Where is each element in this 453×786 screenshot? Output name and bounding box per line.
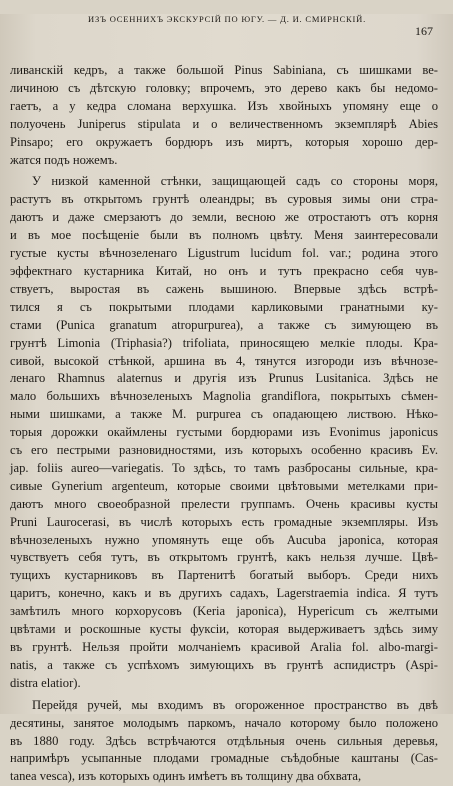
text-line: мало большихъ вѣчнозеленыхъ Magnolia grandiflora, покрытыхъ сѣмен- bbox=[10, 389, 438, 404]
text-line: natis, а также съ успѣхомъ зимующихъ въ грунтѣ аспидистръ (Aspi- bbox=[10, 657, 438, 672]
text-line: сивой, высокой стѣнкой, аршина въ 4, тянутся изгороди изъ вѣчнозе- bbox=[10, 353, 438, 368]
text-line: У низкой каменной стѣнки, защищающей садъ со стороны моря, bbox=[32, 174, 438, 189]
text-line: замѣтилъ много корхорусовъ (Keria japonica), Hypericum съ желтыми bbox=[10, 604, 438, 619]
text-line: въ 1880 году. Здѣсь встрѣчаются отдѣльныя очень сильныя деревья, bbox=[10, 733, 438, 748]
text-line: эффектнаго кустарника Китай, но онъ и тутъ прекрасно себя чув- bbox=[10, 263, 438, 278]
text-line: Pruni Laurocerasi, въ числѣ которыхъ есть громадные экземпляры. Изъ bbox=[10, 514, 438, 529]
text-line: ленаго Rhamnus alaternus и другія изъ Prunus Lusitanica. Здѣсь не bbox=[10, 371, 438, 386]
text-line: тущихъ кустарниковъ въ Партенитѣ богатый выборъ. Среди нихъ bbox=[10, 568, 438, 583]
text-line: даютъ и даже смерзаютъ до земли, весною же отростаютъ отъ корня bbox=[10, 210, 438, 225]
text-line: даютъ много своеобразной прелести группамъ. Очень красивы кусты bbox=[10, 496, 438, 511]
text-line: и въ мое посѣщеніе были въ полномъ цвѣту. Меня заинтересовали bbox=[10, 228, 438, 243]
text-line: растутъ въ открытомъ грунтѣ олеандры; въ суровыя зимы они стра- bbox=[10, 192, 438, 207]
text-line: съ его пестрыми разновидностями, изъ которыхъ особенно красивъ Ev. bbox=[10, 443, 438, 458]
text-line: полуочень Juniperus stipulata и о величественномъ экземплярѣ Abies bbox=[10, 116, 438, 131]
text-line: чувствуетъ себя тутъ, въ открытомъ грунтѣ, какъ нельзя лучше. Цвѣ- bbox=[10, 550, 438, 565]
body-text bbox=[10, 62, 438, 786]
running-head: ИЗЪ ОСЕННИХЪ ЭКСКУРСІЙ ПО ЮГУ. — Д. И. СМИРНСКІЙ. bbox=[88, 14, 367, 24]
text-line: цвѣтами и роскошные кусты фуксіи, которая выдерживаетъ здѣсь зиму bbox=[10, 622, 438, 637]
text-line: Pinsapo; его окружаетъ бордюръ изъ миртъ, которыя хорошо дер- bbox=[10, 134, 438, 149]
text-line: ливанскій кедръ, а также большой Pinus Sabiniana, съ шишками ве- bbox=[10, 63, 438, 77]
text-line: десятины, занятое молодымъ паркомъ, начало которому было положено bbox=[10, 715, 438, 730]
text-line: въ грунтѣ. Нельзя пройти молчаніемъ красивой Aralia fol. albo-margi- bbox=[10, 640, 438, 654]
text-line: Перейдя ручей, мы входимъ въ огороженное пространство въ двѣ bbox=[32, 697, 438, 712]
book-page bbox=[0, 14, 453, 784]
text-line: личиною съ дѣтскую головку; впрочемъ, это дерево какъ бы недомо- bbox=[10, 80, 438, 95]
text-line: tanea vesca), изъ которыхъ одинъ имѣетъ въ толщину два обхвата, bbox=[10, 769, 362, 784]
paragraph bbox=[10, 697, 438, 786]
page-header bbox=[10, 14, 439, 44]
text-line: сивые Gynerium argenteum, которые своими цвѣтовыми метелками при- bbox=[10, 478, 438, 493]
text-line: напримѣръ усыпанные плодами громадные съѣдобные каштаны (Cas- bbox=[10, 751, 438, 766]
text-line: distra elatior). bbox=[10, 675, 81, 690]
text-line: жатся подъ ножемъ. bbox=[10, 152, 118, 167]
text-line: гаетъ, а у кедра сломана верхушка. Изъ хвойныхъ упомяну еще о bbox=[10, 98, 438, 113]
text-line: густые кусты вѣчнозеленаго Ligustrum lucidum fol. var.; родина этого bbox=[10, 246, 438, 261]
text-line: грунтѣ Limonia (Triphasia?) trifoliata, приносящею мелкіе плоды. Кра- bbox=[10, 335, 438, 350]
text-line: вѣчнозеленыхъ нужно упомянуть еще объ Aucuba japonica, которая bbox=[10, 532, 438, 547]
page-number: 167 bbox=[415, 24, 433, 38]
text-line: тился я съ покрытыми плодами карликовыми гранатными ку- bbox=[10, 299, 438, 314]
text-line: ными шишками, а также M. purpurea съ опадающею листвою. Нѣко- bbox=[10, 407, 438, 422]
text-line: стами (Punica granatum atropurpurea), а также съ зимующею въ bbox=[10, 317, 438, 332]
text-line: царитъ, конечно, какъ и въ другихъ садахъ, Lagerstraemia indica. Я тутъ bbox=[10, 586, 438, 601]
paragraph bbox=[10, 173, 438, 692]
text-line: торыя дорожки окаймлены густыми бордюрами изъ Evonimus japonicus bbox=[10, 425, 438, 440]
paragraph bbox=[10, 62, 438, 169]
text-line: ствуетъ, выростая въ сажень вышиною. Впервые здѣсь встрѣ- bbox=[10, 281, 438, 296]
text-line: jap. foliis aureo—variegatis. То здѣсь, то тамъ разбросаны сильные, кра- bbox=[10, 460, 438, 475]
